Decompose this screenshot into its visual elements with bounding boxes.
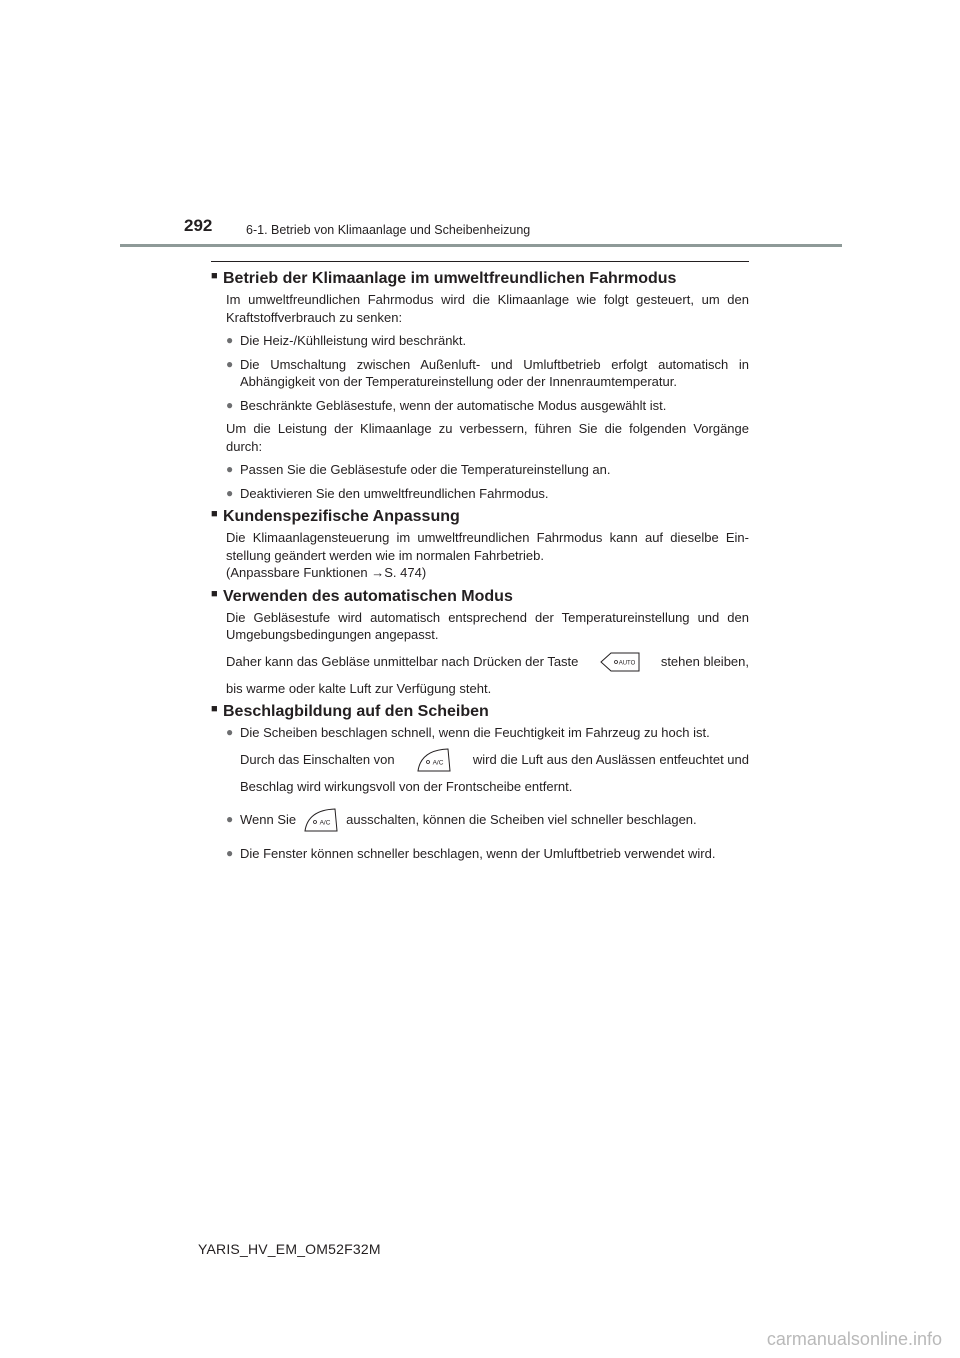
svg-text:AUTO: AUTO (618, 660, 635, 666)
paragraph: Die Klimaanlagensteuerung im umweltfreundlichen Fahrmodus kann auf dieselbe Ein-stellung geändert werden wie im normalen Fahrbetrieb. (226, 530, 749, 563)
list-item-text: Deaktivieren Sie den umweltfreundlichen Fahrmodus. (240, 485, 549, 501)
bullet-dot-icon: ● (226, 812, 234, 827)
paragraph-text: Wenn Sie (240, 812, 297, 827)
watermark: carmanualsonline.info (766, 1329, 942, 1349)
bullet-dot-icon: ● (226, 397, 234, 412)
ac-button-icon (302, 807, 340, 833)
square-bullet-icon: ■ (211, 508, 218, 520)
section-heading (211, 270, 749, 288)
square-bullet-icon: ■ (211, 703, 218, 715)
list-item (211, 461, 749, 479)
list-item (211, 332, 749, 350)
bullet-dot-icon: ● (226, 462, 234, 476)
list-item (211, 724, 749, 795)
paragraph-text: Durch das Einschalten von (240, 751, 395, 767)
svg-text:A/C: A/C (319, 819, 331, 827)
bullet-dot-icon: ● (226, 356, 234, 371)
list-item (211, 356, 749, 391)
list-item (211, 845, 749, 863)
auto-button-icon (599, 651, 641, 673)
list-item-text: Passen Sie die Gebläsestufe oder die Temperatureinstellung an. (240, 462, 611, 477)
list-item-text: Beschränkte Gebläsestufe, wenn der automatische Modus ausgewählt ist. (240, 397, 667, 413)
bullet-dot-icon: ● (226, 485, 234, 500)
list-item-text: Die Fenster können schneller beschlagen, wenn der Umluftbetrieb verwendet wird. (240, 846, 716, 861)
section-customization (211, 508, 749, 582)
paragraph: Um die Leistung der Klimaanlage zu verbessern, führen Sie die folgenden Vorgänge durch: (226, 421, 749, 454)
paragraph-text: Daher kann das Gebläse unmittelbar nach Drücken der Taste (226, 653, 579, 669)
paragraph-text: wird die Luft aus den Auslässen entfeuchtet und (472, 751, 749, 767)
section-title: Betrieb der Klimaanlage im umweltfreundlichen Fahrmodus (223, 270, 677, 287)
paragraph-text: stehen bleiben, (660, 653, 749, 669)
list-item (211, 397, 749, 415)
section-heading (211, 588, 749, 606)
paragraph: bis warme oder kalte Luft zur Verfügung steht. (226, 680, 492, 696)
bullet-dot-icon: ● (226, 725, 234, 739)
section-title: Kundenspezifische Anpassung (223, 508, 460, 525)
section-auto-mode (211, 588, 749, 698)
section-heading (211, 703, 749, 721)
paragraph-text: ausschalten, können die Scheiben viel schneller beschlagen. (346, 812, 697, 827)
list-item-text: Beschlag wird wirkungsvoll von der Frontscheibe entfernt. (240, 778, 573, 794)
page-reference: (Anpassbare Funktionen →S. 474) (226, 565, 427, 580)
bullet-dot-icon: ● (226, 846, 234, 860)
main-content (211, 261, 749, 863)
bullet-dot-icon: ● (226, 333, 234, 347)
list-item-text: Die Umschaltung zwischen Außenluft- und Umluftbetrieb erfolgt automatisch in Abhängigkeit von der Temperatureinstellung oder der Innenraumtemperatur. (240, 356, 749, 389)
paragraph-with-icon (211, 647, 749, 677)
ac-button-icon (415, 747, 453, 773)
section-eco-mode (211, 270, 749, 502)
section-heading (211, 508, 749, 526)
section-fogging (211, 703, 749, 863)
paragraph: Im umweltfreundlichen Fahrmodus wird die Klimaanlage wie folgt gesteuert, um den Kraftstoffverbrauch zu senken: (226, 292, 749, 325)
section-title: Beschlagbildung auf den Scheiben (223, 703, 489, 720)
list-item-text: Die Scheiben beschlagen schnell, wenn die Feuchtigkeit im Fahrzeug zu hoch ist. (240, 725, 710, 740)
document-code: YARIS_HV_EM_OM52F32M (198, 1241, 381, 1257)
paragraph-with-icon (240, 745, 749, 775)
paragraph: Die Gebläsestufe wird automatisch entsprechend der Temperatureinstellung und den Umgebungsbedingungen angepasst. (226, 609, 749, 642)
header-rule (120, 244, 842, 247)
list-item (211, 805, 749, 835)
list-item (211, 485, 749, 503)
chapter-title: 6-1. Betrieb von Klimaanlage und Scheibenheizung (246, 223, 531, 237)
page-number: 292 (184, 216, 213, 235)
square-bullet-icon: ■ (211, 270, 218, 282)
section-title: Verwenden des automatischen Modus (223, 587, 513, 605)
list-item-content (240, 724, 749, 795)
list-item-text: Die Heiz-/Kühlleistung wird beschränkt. (240, 333, 467, 348)
paragraph-with-icon (240, 805, 749, 835)
svg-text:A/C: A/C (432, 759, 444, 766)
square-bullet-icon: ■ (211, 587, 218, 600)
